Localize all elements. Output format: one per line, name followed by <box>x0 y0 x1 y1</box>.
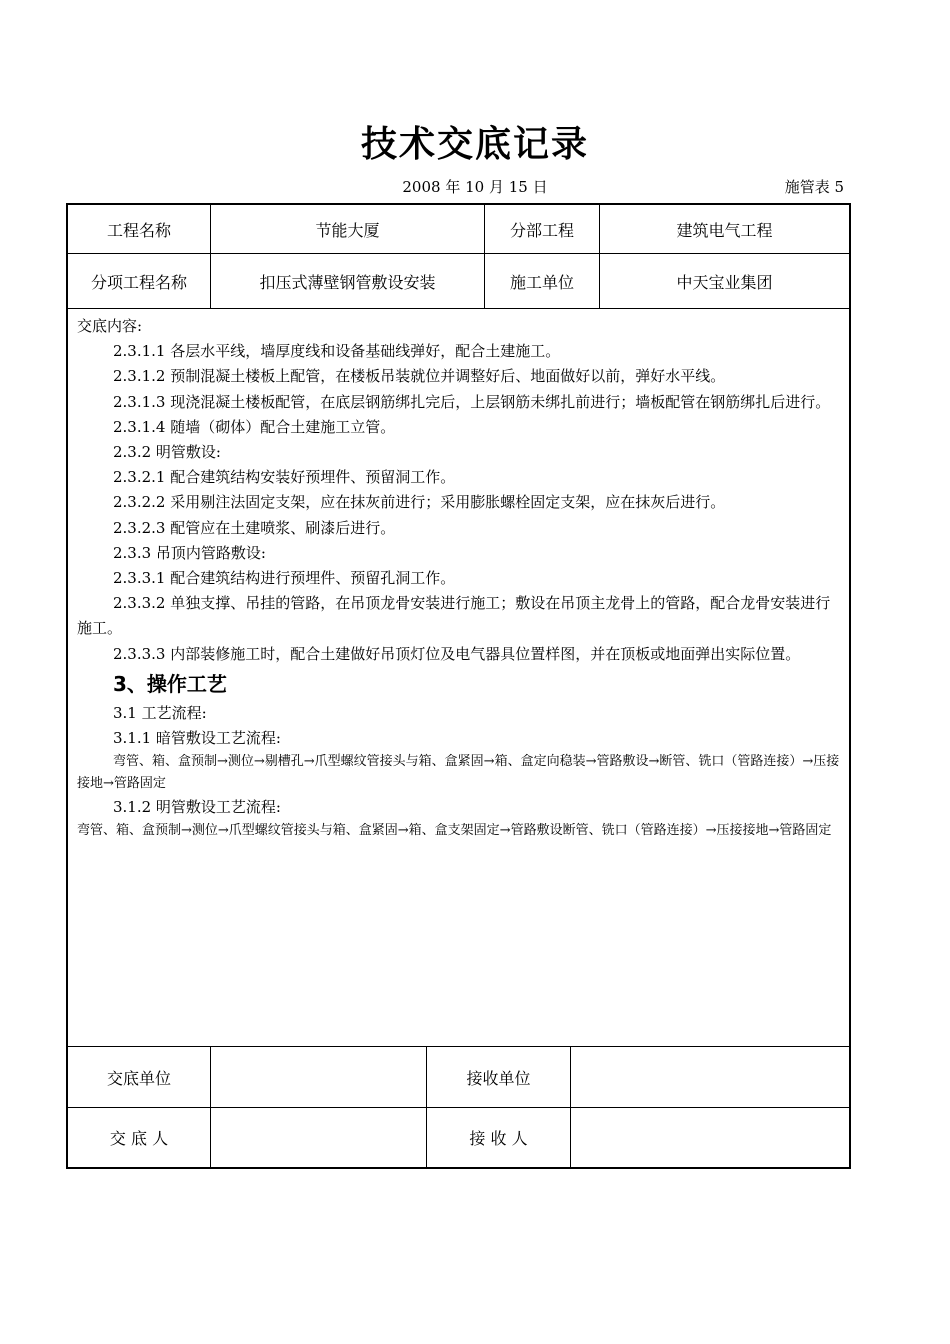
sub-project-label: 分部工程 <box>509 220 574 240</box>
content-line: 2.3.3.2 单独支撑、吊挂的管路，在吊顶龙骨安装进行施工；敷设在吊顶主龙骨上的管路，配合龙骨安装进行施工。 <box>77 594 831 638</box>
sub-project-value: 建筑电气工程 <box>676 220 773 240</box>
item-name-label: 分项工程名称 <box>90 272 187 292</box>
record-date: 2008 年 10 月 15 日 <box>402 178 548 196</box>
content-line: 2.3.3.1 配合建筑结构进行预埋件、预留孔洞工作。 <box>113 569 456 588</box>
handover-person-label: 交 底 人 <box>109 1129 169 1148</box>
content-line: 2.3.1.4 随墙（砌体）配合土建施工立管。 <box>113 417 396 436</box>
content-line: 3.1.2 明管敷设工艺流程: <box>113 798 281 817</box>
receiver-field[interactable] <box>571 1108 849 1167</box>
content-line: 2.3.1.1 各层水平线，墙厚度线和设备基础线弹好，配合土建施工。 <box>113 342 561 361</box>
content-line: 2.3.1.2 预制混凝土楼板上配管，在楼板吊装就位并调整好后、地面做好以前，弹好水平线。 <box>113 367 726 386</box>
item-name-value: 扣压式薄壁钢管敷设安装 <box>259 272 436 292</box>
handover-unit-field[interactable] <box>211 1047 426 1107</box>
construction-unit-value: 中天宝业集团 <box>676 272 773 292</box>
construction-unit-label: 施工单位 <box>509 272 574 292</box>
content-line: 2.3.2.2 采用剔注法固定支架，应在抹灰前进行；采用膨胀螺栓固定支架，应在抹灰后进行。 <box>113 493 726 512</box>
section-heading: 3、操作工艺 <box>113 671 227 696</box>
project-name-value: 节能大厦 <box>315 220 380 240</box>
form-number: 施管表 5 <box>784 178 844 196</box>
process-flow-concealed: 弯管、箱、盒预制→测位→剔槽孔→爪型螺纹管接头与箱、盒紧固→箱、盒定向稳装→管路敷设→断管、铣口（管路连接）→压接接地→管路固定 <box>77 754 840 792</box>
content-line: 2.3.2.3 配管应在土建喷浆、刷漆后进行。 <box>113 518 396 537</box>
process-flow-exposed: 弯管、箱、盒预制→测位→爪型螺纹管接头与箱、盒紧固→箱、盒支架固定→管路敷设断管、铣口（管路连接）→压接接地→管路固定 <box>77 823 832 839</box>
document-title: 技术交底记录 <box>360 124 589 165</box>
content-line: 2.3.2 明管敷设: <box>113 443 221 462</box>
content-line: 2.3.3.3 内部装修施工时，配合土建做好吊顶灯位及电气器具位置样图，并在顶板或地面弹出实际位置。 <box>113 644 801 663</box>
project-name-label: 工程名称 <box>106 220 171 240</box>
content-line: 3.1 工艺流程: <box>113 703 207 722</box>
receiving-unit-label: 接收单位 <box>466 1068 531 1088</box>
handover-content <box>77 314 841 842</box>
content-label: 交底内容: <box>77 317 143 335</box>
content-line: 2.3.3 吊顶内管路敷设: <box>113 543 266 562</box>
handover-unit-label: 交底单位 <box>106 1068 171 1088</box>
receiver-label: 接 收 人 <box>469 1129 528 1148</box>
content-line: 2.3.1.3 现浇混凝土楼板配管，在底层钢筋绑扎完后，上层钢筋未绑扎前进行；墙板配管在钢筋绑扎后进行。 <box>113 392 831 411</box>
handover-person-field[interactable] <box>211 1108 426 1167</box>
receiving-unit-field[interactable] <box>571 1047 849 1107</box>
content-line: 3.1.1 暗管敷设工艺流程: <box>113 729 281 748</box>
content-line: 2.3.2.1 配合建筑结构安装好预埋件、预留洞工作。 <box>113 468 456 487</box>
record-table <box>66 203 851 1169</box>
row-divider <box>68 308 849 309</box>
